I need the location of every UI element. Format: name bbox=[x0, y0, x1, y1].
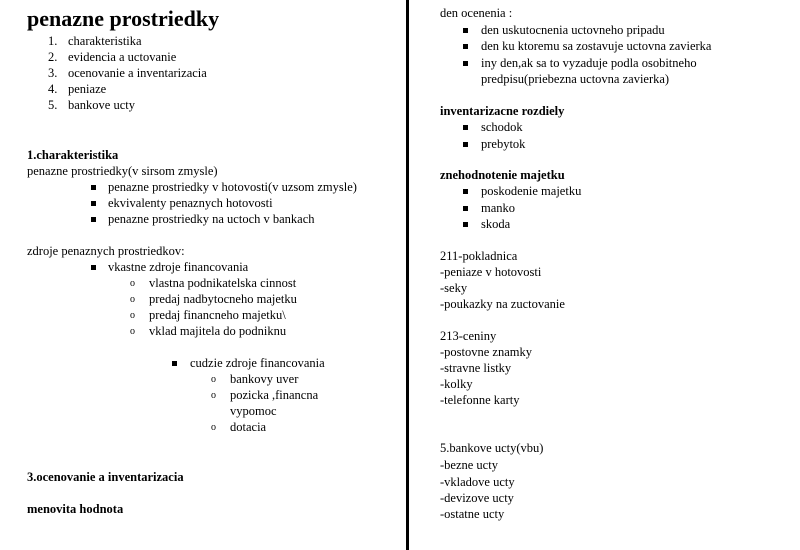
circle-bullet-icon: o bbox=[130, 294, 135, 305]
list-item: predaj nadbytocneho majetku bbox=[149, 292, 297, 306]
list-item: -telefonne karty bbox=[440, 393, 520, 407]
list-item: penazne prostriedky na uctoch v bankach bbox=[108, 212, 315, 226]
list-item: dotacia bbox=[230, 420, 267, 434]
circle-bullet-icon: o bbox=[211, 390, 216, 401]
list-item: -stravne listky bbox=[440, 361, 512, 375]
square-bullet-icon bbox=[463, 61, 468, 66]
square-bullet-icon bbox=[172, 361, 177, 366]
sources-heading: zdroje penaznych prostriedkov: bbox=[27, 244, 185, 258]
account-heading: 211-pokladnica bbox=[440, 249, 518, 263]
list-item: -bezne ucty bbox=[440, 458, 498, 472]
list-item: -postovne znamky bbox=[440, 345, 532, 359]
square-bullet-icon bbox=[91, 201, 96, 206]
section-heading: inventarizacne rozdiely bbox=[440, 104, 565, 118]
circle-bullet-icon: o bbox=[130, 278, 135, 289]
definition-line: penazne prostriedky(v sirsom zmysle) bbox=[27, 164, 218, 178]
section-heading: 3.ocenovanie a inventarizacia bbox=[27, 470, 184, 484]
list-item: pozicka ,financna bbox=[230, 388, 319, 402]
document-title: penazne prostriedky bbox=[27, 6, 220, 31]
circle-bullet-icon: o bbox=[130, 310, 135, 321]
toc-num: 4. bbox=[48, 82, 58, 96]
list-item: den ku ktoremu sa zostavuje uctovna zavierka bbox=[481, 39, 712, 53]
toc-num: 1. bbox=[48, 34, 58, 48]
list-item: predpisu(priebezna uctovna zavierka) bbox=[481, 72, 670, 86]
toc-item: bankove ucty bbox=[68, 98, 135, 112]
list-item: vkastne zdroje financovania bbox=[108, 260, 249, 274]
list-item: poskodenie majetku bbox=[481, 184, 582, 198]
square-bullet-icon bbox=[91, 265, 96, 270]
toc-item: peniaze bbox=[68, 82, 107, 96]
list-item: den uskutocnenia uctovneho pripadu bbox=[481, 23, 665, 37]
square-bullet-icon bbox=[463, 142, 468, 147]
subheading: menovita hodnota bbox=[27, 502, 124, 516]
square-bullet-icon bbox=[463, 28, 468, 33]
toc-item: ocenovanie a inventarizacia bbox=[68, 66, 207, 80]
list-item: predaj financneho majetku\ bbox=[149, 308, 286, 322]
square-bullet-icon bbox=[91, 217, 96, 222]
list-item: -seky bbox=[440, 281, 468, 295]
toc-num: 5. bbox=[48, 98, 58, 112]
list-item: vypomoc bbox=[230, 404, 277, 418]
square-bullet-icon bbox=[463, 222, 468, 227]
list-item: prebytok bbox=[481, 137, 526, 151]
list-item: cudzie zdroje financovania bbox=[190, 356, 325, 370]
section-heading: 1.charakteristika bbox=[27, 148, 119, 162]
list-item: skoda bbox=[481, 217, 511, 231]
account-heading: 5.bankove ucty(vbu) bbox=[440, 441, 544, 455]
list-item: -kolky bbox=[440, 377, 473, 391]
toc-item: evidencia a uctovanie bbox=[68, 50, 177, 64]
list-item: -ostatne ucty bbox=[440, 507, 505, 521]
list-item: ekvivalenty penaznych hotovosti bbox=[108, 196, 273, 210]
circle-bullet-icon: o bbox=[211, 374, 216, 385]
page-divider bbox=[406, 0, 409, 550]
square-bullet-icon bbox=[463, 44, 468, 49]
toc-item: charakteristika bbox=[68, 34, 142, 48]
circle-bullet-icon: o bbox=[130, 326, 135, 337]
toc-num: 2. bbox=[48, 50, 58, 64]
list-item: -poukazky na zuctovanie bbox=[440, 297, 565, 311]
list-item: manko bbox=[481, 201, 516, 215]
list-item: -devizove ucty bbox=[440, 491, 514, 505]
right-page bbox=[412, 0, 800, 550]
list-item: schodok bbox=[481, 120, 523, 134]
square-bullet-icon bbox=[91, 185, 96, 190]
circle-bullet-icon: o bbox=[211, 422, 216, 433]
list-item: -vkladove ucty bbox=[440, 475, 515, 489]
list-item: bankovy uver bbox=[230, 372, 299, 386]
toc-num: 3. bbox=[48, 66, 58, 80]
section-heading: znehodnotenie majetku bbox=[440, 168, 565, 182]
list-item: vklad majitela do podniknu bbox=[149, 324, 287, 338]
list-item: penazne prostriedky v hotovosti(v uzsom zmysle) bbox=[108, 180, 357, 194]
list-item: -peniaze v hotovosti bbox=[440, 265, 542, 279]
square-bullet-icon bbox=[463, 206, 468, 211]
square-bullet-icon bbox=[463, 189, 468, 194]
list-item: vlastna podnikatelska cinnost bbox=[149, 276, 297, 290]
list-item: iny den,ak sa to vyzaduje podla osobitneho bbox=[481, 56, 697, 70]
valuation-day-heading: den ocenenia : bbox=[440, 6, 513, 20]
account-heading: 213-ceniny bbox=[440, 329, 497, 343]
square-bullet-icon bbox=[463, 125, 468, 130]
